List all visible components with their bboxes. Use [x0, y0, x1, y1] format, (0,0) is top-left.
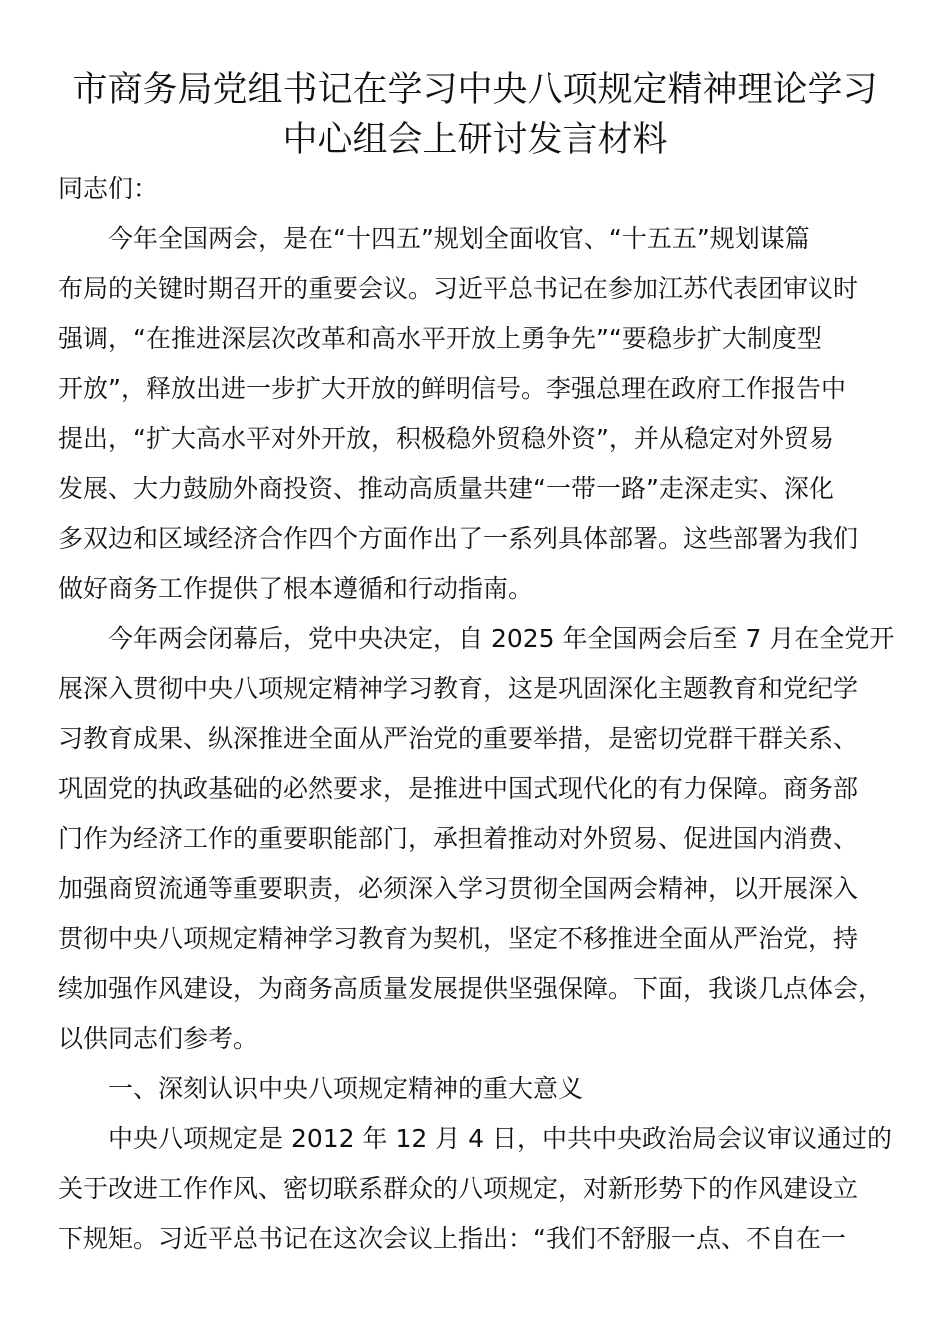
body-line: 以供同志们参考。 [58, 1024, 259, 1053]
body-line: 续加强作风建设，为商务高质量发展提供坚强保障。下面，我谈几点体会， [58, 974, 884, 1003]
body-line: 下规矩。习近平总书记在这次会议上指出：“我们不舒服一点、不自在一 [58, 1224, 846, 1253]
body-line: 加强商贸流通等重要职责，必须深入学习贯彻全国两会精神，以开展深入 [58, 874, 859, 903]
body-line: 贯彻中央八项规定精神学习教育为契机，坚定不移推进全面从严治党，持 [58, 924, 859, 953]
body-line: 巩固党的执政基础的必然要求，是推进中国式现代化的有力保障。商务部 [58, 774, 859, 803]
body-line: 门作为经济工作的重要职能部门，承担着推动对外贸易、促进国内消费、 [58, 824, 859, 853]
body-line: 今年两会闭幕后，党中央决定，自 2025 年全国两会后至 7 月在全党开 [108, 624, 895, 653]
section-heading: 一、深刻认识中央八项规定精神的重大意义 [108, 1074, 584, 1103]
body-line: 多双边和区域经济合作四个方面作出了一系列具体部署。这些部署为我们 [58, 524, 859, 553]
body-line: 习教育成果、纵深推进全面从严治党的重要举措，是密切党群干群关系、 [58, 724, 859, 753]
body-line: 今年全国两会，是在“十四五”规划全面收官、“十五五”规划谋篇 [108, 224, 810, 253]
body-line: 中央八项规定是 2012 年 12 月 4 日，中共中央政治局会议审议通过的 [108, 1124, 893, 1153]
body-line: 做好商务工作提供了根本遵循和行动指南。 [58, 574, 534, 603]
body-line: 提出，“扩大高水平对外开放，积极稳外贸稳外资”，并从稳定对外贸易 [58, 424, 834, 453]
body-line: 布局的关键时期召开的重要会议。习近平总书记在参加江苏代表团审议时 [58, 274, 859, 303]
body-line: 展深入贯彻中央八项规定精神学习教育，这是巩固深化主题教育和党纪学 [58, 674, 859, 703]
document-title-line-2: 中心组会上研讨发言材料 [282, 120, 668, 160]
body-line: 强调，“在推进深层次改革和高水平开放上勇争先”“要稳步扩大制度型 [58, 324, 822, 353]
body-line: 开放”，释放出进一步扩大开放的鲜明信号。李强总理在政府工作报告中 [58, 374, 846, 403]
body-line: 关于改进工作作风、密切联系群众的八项规定，对新形势下的作风建设立 [58, 1174, 859, 1203]
salutation: 同志们： [58, 174, 159, 203]
document-title-line-1: 市商务局党组书记在学习中央八项规定精神理论学习 [72, 70, 878, 110]
body-line: 发展、大力鼓励外商投资、推动高质量共建“一带一路”走深走实、深化 [58, 474, 834, 503]
